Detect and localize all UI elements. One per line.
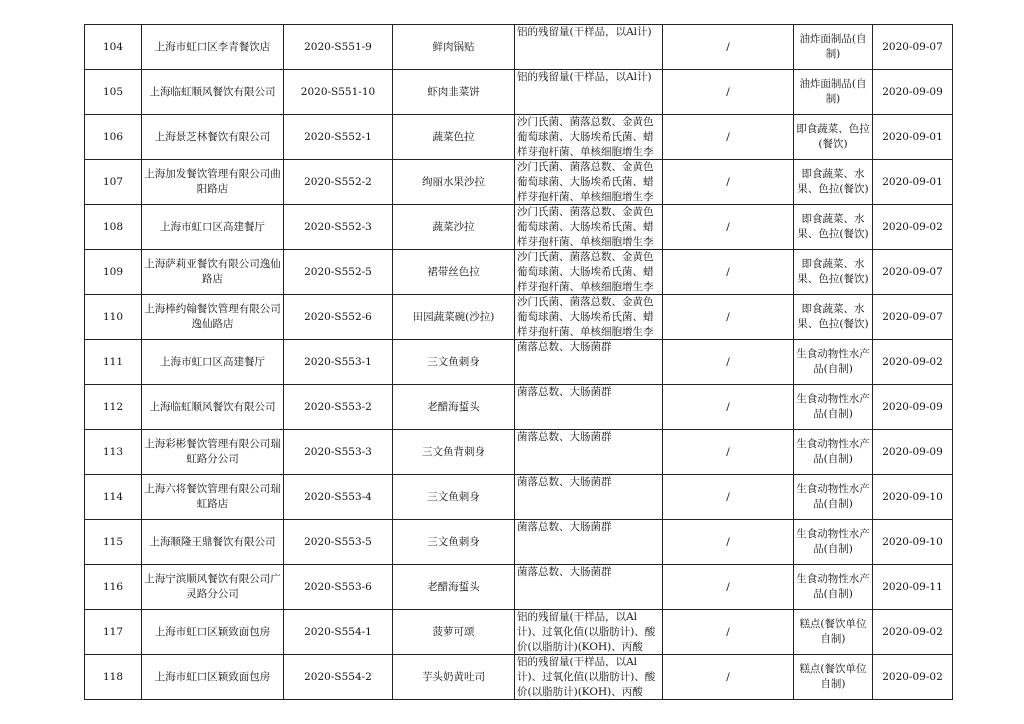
row-number: 106 — [85, 115, 142, 160]
sample-code: 2020-S553-4 — [284, 475, 393, 520]
test-items: 沙门氏菌、菌落总数、金黄色葡萄球菌、大肠埃希氏菌、蜡样芽孢杆菌、单核细胞增生李 — [515, 205, 663, 250]
food-category: 即食蔬菜、水果、色拉(餐饮) — [794, 205, 873, 250]
unit-name: 上海市虹口区颖致面包房 — [142, 655, 284, 700]
results-table — [84, 24, 953, 700]
table-row — [85, 205, 953, 250]
sample-code: 2020-S553-3 — [284, 430, 393, 475]
result-value: / — [663, 475, 794, 520]
sample-code: 2020-S553-6 — [284, 565, 393, 610]
sample-name: 蔬菜色拉 — [393, 115, 515, 160]
sampling-date: 2020-09-01 — [873, 160, 953, 205]
food-category: 生食动物性水产品(自制) — [794, 520, 873, 565]
row-number: 117 — [85, 610, 142, 655]
row-number: 113 — [85, 430, 142, 475]
result-value: / — [663, 115, 794, 160]
sample-name: 老醋海蜇头 — [393, 385, 515, 430]
food-category: 即食蔬菜、水果、色拉(餐饮) — [794, 160, 873, 205]
sampling-date: 2020-09-02 — [873, 655, 953, 700]
row-number: 118 — [85, 655, 142, 700]
food-category: 生食动物性水产品(自制) — [794, 385, 873, 430]
result-value: / — [663, 655, 794, 700]
test-items: 菌落总数、大肠菌群 — [515, 475, 663, 520]
table-row — [85, 610, 953, 655]
sample-code: 2020-S551-10 — [284, 70, 393, 115]
food-category: 生食动物性水产品(自制) — [794, 565, 873, 610]
test-items: 菌落总数、大肠菌群 — [515, 565, 663, 610]
sample-code: 2020-S554-2 — [284, 655, 393, 700]
row-number: 105 — [85, 70, 142, 115]
sample-name: 菠萝可颂 — [393, 610, 515, 655]
sample-name: 裙带丝色拉 — [393, 250, 515, 295]
sample-name: 三文鱼刺身 — [393, 475, 515, 520]
sampling-date: 2020-09-02 — [873, 205, 953, 250]
table-row — [85, 295, 953, 340]
sample-name: 鲜肉锅贴 — [393, 25, 515, 70]
row-number: 114 — [85, 475, 142, 520]
sampling-date: 2020-09-09 — [873, 385, 953, 430]
sample-code: 2020-S552-1 — [284, 115, 393, 160]
row-number: 112 — [85, 385, 142, 430]
test-items: 铝的残留量(干样品，以Al计)、过氧化值(以脂肪计)、酸价(以脂肪计)(KOH)、丙酸 — [515, 655, 663, 700]
food-category: 即食蔬菜、水果、色拉(餐饮) — [794, 295, 873, 340]
result-value: / — [663, 520, 794, 565]
test-items: 沙门氏菌、菌落总数、金黄色葡萄球菌、大肠埃希氏菌、蜡样芽孢杆菌、单核细胞增生李 — [515, 295, 663, 340]
test-items: 沙门氏菌、菌落总数、金黄色葡萄球菌、大肠埃希氏菌、蜡样芽孢杆菌、单核细胞增生李 — [515, 250, 663, 295]
sample-name: 老醋海蜇头 — [393, 565, 515, 610]
row-number: 116 — [85, 565, 142, 610]
sample-code: 2020-S553-1 — [284, 340, 393, 385]
sample-name: 绚丽水果沙拉 — [393, 160, 515, 205]
sample-code: 2020-S552-2 — [284, 160, 393, 205]
result-value: / — [663, 160, 794, 205]
sample-code: 2020-S553-5 — [284, 520, 393, 565]
sample-name: 虾肉韭菜饼 — [393, 70, 515, 115]
row-number: 109 — [85, 250, 142, 295]
unit-name: 上海棒约翰餐饮管理有限公司逸仙路店 — [142, 295, 284, 340]
sample-code: 2020-S553-2 — [284, 385, 393, 430]
table-row — [85, 385, 953, 430]
unit-name: 上海景芝林餐饮有限公司 — [142, 115, 284, 160]
table-row — [85, 115, 953, 160]
sample-name: 芋头奶黄吐司 — [393, 655, 515, 700]
test-items: 铝的残留量(干样品，以Al计) — [515, 70, 663, 115]
sample-name: 田园蔬菜碗(沙拉) — [393, 295, 515, 340]
test-items: 菌落总数、大肠菌群 — [515, 340, 663, 385]
table-row — [85, 565, 953, 610]
sampling-date: 2020-09-09 — [873, 430, 953, 475]
unit-name: 上海顺隆王鼎餐饮有限公司 — [142, 520, 284, 565]
row-number: 104 — [85, 25, 142, 70]
table-row — [85, 250, 953, 295]
unit-name: 上海市虹口区颖致面包房 — [142, 610, 284, 655]
result-value: / — [663, 610, 794, 655]
test-items: 菌落总数、大肠菌群 — [515, 385, 663, 430]
sampling-date: 2020-09-02 — [873, 610, 953, 655]
sample-name: 三文鱼刺身 — [393, 340, 515, 385]
test-items: 沙门氏菌、菌落总数、金黄色葡萄球菌、大肠埃希氏菌、蜡样芽孢杆菌、单核细胞增生李 — [515, 115, 663, 160]
test-items: 沙门氏菌、菌落总数、金黄色葡萄球菌、大肠埃希氏菌、蜡样芽孢杆菌、单核细胞增生李 — [515, 160, 663, 205]
row-number: 107 — [85, 160, 142, 205]
table-row — [85, 25, 953, 70]
unit-name: 上海六将餐饮管理有限公司瑞虹路店 — [142, 475, 284, 520]
table-row — [85, 340, 953, 385]
table-row — [85, 70, 953, 115]
result-value: / — [663, 205, 794, 250]
sample-name: 蔬菜沙拉 — [393, 205, 515, 250]
table-row — [85, 475, 953, 520]
food-category: 油炸面制品(自制) — [794, 25, 873, 70]
food-category: 生食动物性水产品(自制) — [794, 340, 873, 385]
food-category: 生食动物性水产品(自制) — [794, 430, 873, 475]
food-category: 糕点(餐饮单位自制) — [794, 655, 873, 700]
result-value: / — [663, 340, 794, 385]
row-number: 115 — [85, 520, 142, 565]
unit-name: 上海萨莉亚餐饮有限公司逸仙路店 — [142, 250, 284, 295]
unit-name: 上海临虹顺风餐饮有限公司 — [142, 70, 284, 115]
sample-name: 三文鱼背刺身 — [393, 430, 515, 475]
sampling-date: 2020-09-11 — [873, 565, 953, 610]
row-number: 110 — [85, 295, 142, 340]
sample-code: 2020-S552-6 — [284, 295, 393, 340]
sampling-date: 2020-09-09 — [873, 70, 953, 115]
test-items: 铝的残留量(干样品，以Al计)、过氧化值(以脂肪计)、酸价(以脂肪计)(KOH)、丙酸 — [515, 610, 663, 655]
unit-name: 上海彩彬餐饮管理有限公司瑞虹路分公司 — [142, 430, 284, 475]
sample-code: 2020-S554-1 — [284, 610, 393, 655]
unit-name: 上海加发餐饮管理有限公司曲阳路店 — [142, 160, 284, 205]
unit-name: 上海市虹口区高建餐厅 — [142, 205, 284, 250]
result-value: / — [663, 250, 794, 295]
test-items: 菌落总数、大肠菌群 — [515, 430, 663, 475]
sampling-date: 2020-09-02 — [873, 340, 953, 385]
sample-name: 三文鱼刺身 — [393, 520, 515, 565]
sampling-date: 2020-09-01 — [873, 115, 953, 160]
sample-code: 2020-S552-5 — [284, 250, 393, 295]
sampling-date: 2020-09-07 — [873, 295, 953, 340]
food-category: 糕点(餐饮单位自制) — [794, 610, 873, 655]
result-value: / — [663, 385, 794, 430]
sample-code: 2020-S552-3 — [284, 205, 393, 250]
food-category: 生食动物性水产品(自制) — [794, 475, 873, 520]
result-value: / — [663, 565, 794, 610]
food-category: 即食蔬菜、色拉(餐饮) — [794, 115, 873, 160]
table-row — [85, 160, 953, 205]
sampling-date: 2020-09-10 — [873, 520, 953, 565]
result-value: / — [663, 70, 794, 115]
table-row — [85, 520, 953, 565]
row-number: 108 — [85, 205, 142, 250]
sampling-date: 2020-09-07 — [873, 250, 953, 295]
sampling-date: 2020-09-10 — [873, 475, 953, 520]
unit-name: 上海临虹顺风餐饮有限公司 — [142, 385, 284, 430]
food-category: 油炸面制品(自制) — [794, 70, 873, 115]
test-items: 菌落总数、大肠菌群 — [515, 520, 663, 565]
food-category: 即食蔬菜、水果、色拉(餐饮) — [794, 250, 873, 295]
unit-name: 上海市虹口区李青餐饮店 — [142, 25, 284, 70]
test-items: 铝的残留量(干样品，以Al计) — [515, 25, 663, 70]
unit-name: 上海市虹口区高建餐厅 — [142, 340, 284, 385]
row-number: 111 — [85, 340, 142, 385]
result-value: / — [663, 430, 794, 475]
result-value: / — [663, 295, 794, 340]
unit-name: 上海宁滨顺风餐饮有限公司广灵路分公司 — [142, 565, 284, 610]
table-row — [85, 430, 953, 475]
table-row — [85, 655, 953, 700]
sample-code: 2020-S551-9 — [284, 25, 393, 70]
result-value: / — [663, 25, 794, 70]
table-body — [85, 25, 953, 700]
sampling-date: 2020-09-07 — [873, 25, 953, 70]
